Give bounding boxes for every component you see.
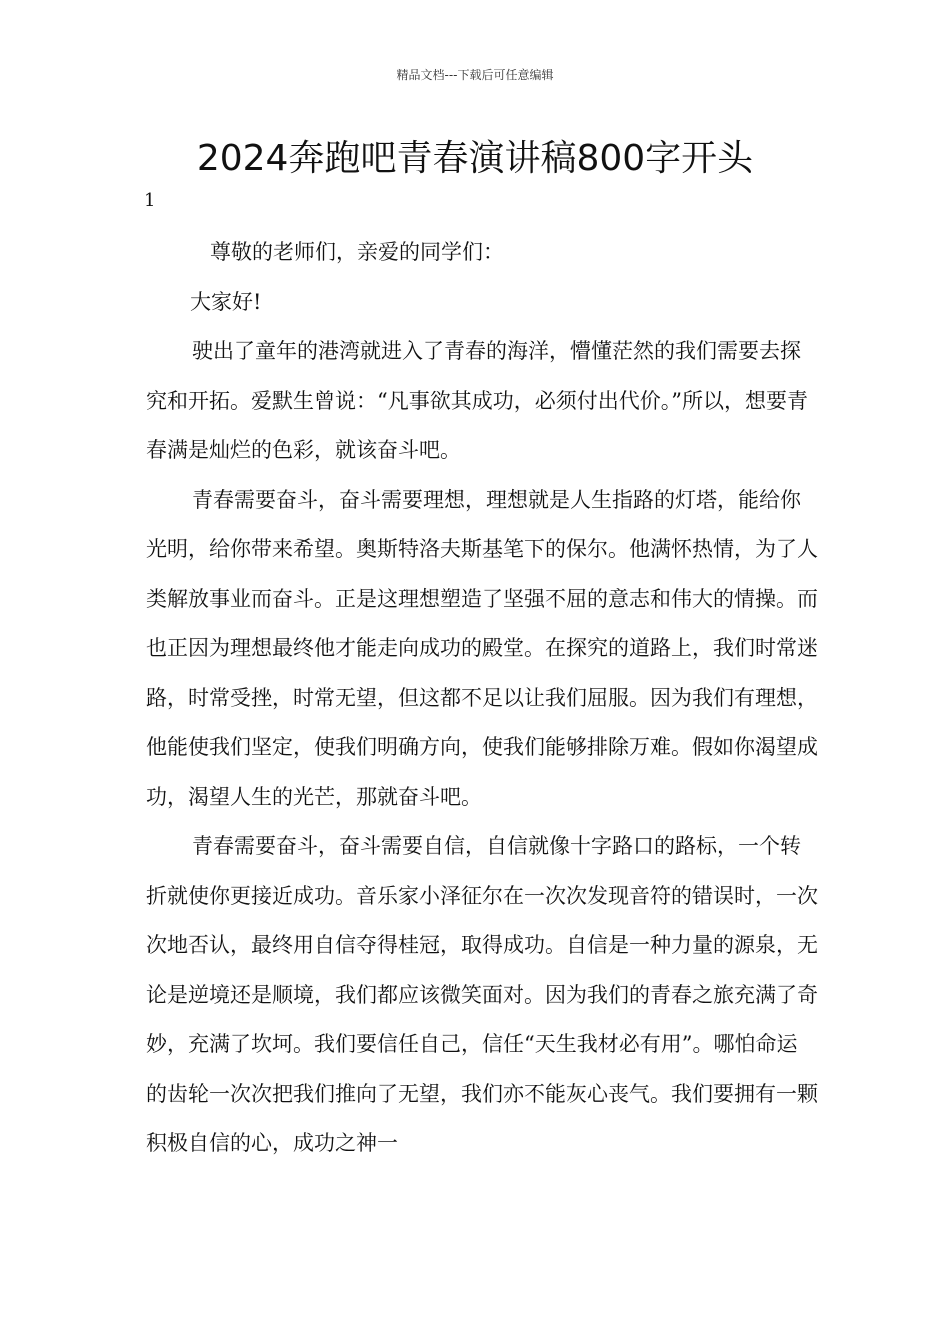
greeting: 大家好! — [190, 289, 262, 314]
paragraph: 青春需要奋斗，奋斗需要自信，自信就像十字路口的路标，一个转折就使你更接近成功。音乐家小泽征尔在一次次发现音符的错误时，一次次地否认，最终用自信夺得桂冠，取得成功。自信是一种力量的源泉，无论是逆境还是顺境，我们都应该微笑面对。因为我们的青春之旅充满了奇妙，充满了坎坷。我们要信任自己，信任“天生我材必有用”。哪怕命运的齿轮一次次把我们推向了无望，我们亦不能灰心丧气。我们要拥有一颗积极自信的心，成功之神一 — [146, 834, 818, 1155]
paragraph: 青春需要奋斗，奋斗需要理想，理想就是人生指路的灯塔，能给你光明，给你带来希望。奥斯特洛夫斯基笔下的保尔。他满怀热情，为了人类解放事业而奋斗。正是这理想塑造了坚强不屈的意志和伟大的情操。而也正因为理想最终他才能走向成功的殿堂。在探究的道路上，我们时常迷路，时常受挫，时常无望，但这都不足以让我们屈服。因为我们有理想，他能使我们坚定，使我们明确方向，使我们能够排除万难。假如你渴望成功，渴望人生的光芒，那就奋斗吧。 — [146, 487, 818, 809]
document-body — [146, 228, 818, 1169]
salutation: 尊敬的老师们，亲爱的同学们： — [210, 240, 504, 264]
paragraph: 驶出了童年的港湾就进入了青春的海洋，懵懂茫然的我们需要去探究和开拓。爱默生曾说：“凡事欲其成功，必须付出代价。”所以，想要青春满是灿烂的色彩，就该奋斗吧。 — [146, 339, 808, 462]
page-number: 1 — [144, 190, 156, 211]
header-note: 精品文档---下载后可任意编辑 — [396, 68, 554, 82]
document-title: 2024奔跑吧青春演讲稿800字开头 — [196, 138, 754, 179]
